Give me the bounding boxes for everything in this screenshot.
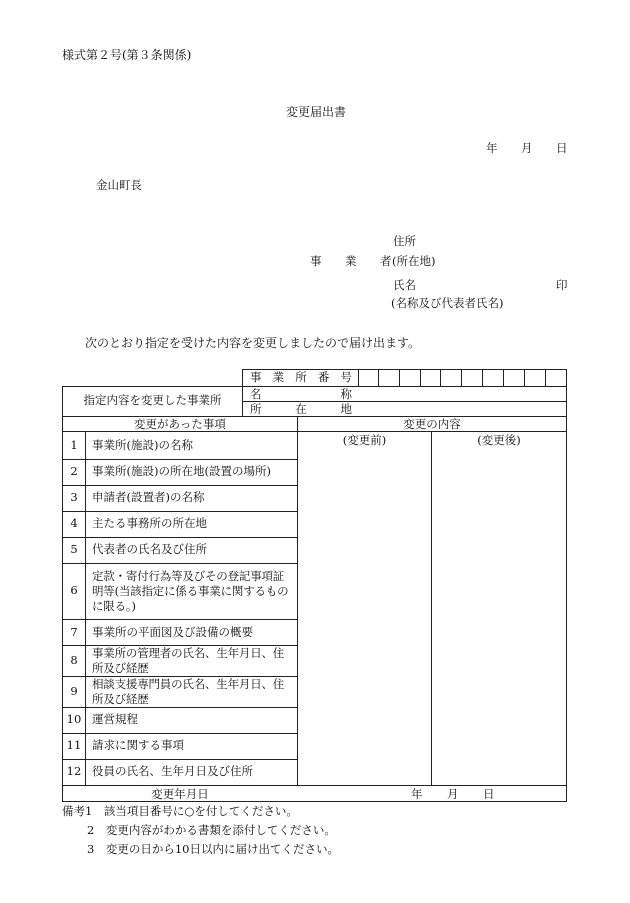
item-text: 主たる事務所の所在地 (92, 516, 207, 530)
table-line (440, 369, 441, 386)
role-char-2: 業 (345, 254, 357, 268)
note-2: 2 変更内容がわかる書類を添付してください。 (87, 823, 336, 837)
table-line (297, 416, 298, 786)
table-line (378, 369, 379, 386)
table-line (62, 563, 297, 564)
table-line (420, 369, 421, 386)
change-date-label: 変更年月日 (151, 787, 209, 801)
item-number: 8 (70, 653, 78, 667)
table-line (62, 801, 567, 802)
office-number-label: 事 業 所 番 号 (250, 370, 352, 384)
item-number: 6 (70, 583, 78, 597)
table-line (358, 369, 359, 386)
item-number: 11 (66, 738, 82, 752)
table-line (399, 369, 400, 386)
item-text: 代表者の氏名及び住所 (92, 542, 207, 556)
table-line (85, 431, 86, 786)
note-1: 備考1 該当項目番号に○を付してください。 (62, 804, 298, 818)
date-year-label: 年 (486, 141, 498, 155)
table-line (242, 401, 567, 402)
item-text: 事業所(施設)の所在地(設置の場所) (92, 464, 271, 478)
table-line (461, 369, 462, 386)
table-line (482, 369, 483, 386)
col-item-header: 変更があった事項 (134, 417, 226, 431)
changed-office-label: 指定内容を変更した事業所 (83, 393, 222, 407)
item-number: 9 (70, 684, 78, 698)
item-text: 役員の氏名、生年月日及び住所 (92, 764, 253, 778)
item-number: 5 (70, 542, 78, 556)
address-label: 住所 (393, 234, 416, 248)
item-text: 定款・寄付行為等及びその登記事項証明等(当該指定に係る事業に関するものに限る。) (92, 569, 289, 613)
table-line (62, 785, 567, 786)
item-number: 12 (66, 764, 82, 778)
table-line (62, 485, 297, 486)
role-char-1: 事 (310, 254, 322, 268)
table-line (62, 431, 567, 432)
item-text: 相談支援専門員の氏名、生年月日、住所及び経歴 (92, 677, 285, 706)
table-line (242, 369, 567, 370)
table-line (503, 369, 504, 386)
col-content-header: 変更の内容 (403, 417, 461, 431)
table-line (545, 369, 546, 386)
table-line (62, 733, 297, 734)
after-label: (変更後) (477, 433, 521, 447)
table-line (62, 537, 297, 538)
item-number: 4 (70, 516, 78, 530)
office-location-label: 所 在 地 (250, 402, 352, 416)
date-month-label: 月 (521, 141, 533, 155)
document-title: 変更届出書 (286, 105, 347, 119)
table-line (524, 369, 525, 386)
role-char-3: 者 (380, 254, 392, 268)
addressee: 金山町長 (96, 178, 142, 192)
item-number: 1 (70, 438, 78, 452)
table-line (566, 369, 567, 802)
item-text: 事業所の管理者の氏名、生年月日、住所及び経歴 (92, 646, 285, 675)
change-date-day: 日 (483, 787, 495, 801)
table-line (431, 431, 432, 786)
item-text: 運営規程 (92, 712, 138, 726)
date-day-label: 日 (556, 141, 568, 155)
item-number: 7 (70, 625, 78, 639)
office-name-label: 名 称 (250, 387, 352, 401)
item-number: 10 (66, 712, 82, 726)
table-line (62, 619, 297, 620)
table-line (62, 386, 567, 387)
item-text: 請求に関する事項 (92, 738, 184, 752)
change-date-month: 月 (447, 787, 459, 801)
item-text: 申請者(設置者)の名称 (92, 490, 205, 504)
table-line (62, 759, 297, 760)
item-text: 事業所(施設)の名称 (92, 438, 193, 452)
form-number-label: 様式第２号(第３条関係) (62, 48, 192, 62)
table-line (62, 459, 297, 460)
item-number: 2 (70, 464, 78, 478)
change-date-year: 年 (411, 787, 423, 801)
seal-mark: 印 (556, 278, 568, 292)
table-line (62, 707, 297, 708)
table-line (62, 511, 297, 512)
before-label: (変更前) (342, 433, 387, 447)
item-text: 事業所の平面図及び設備の概要 (92, 625, 253, 639)
intro-text: 次のとおり指定を受けた内容を変更しましたので届け出ます。 (85, 336, 421, 350)
table-line (242, 369, 243, 416)
name-label: 氏名 (393, 278, 416, 292)
role-suffix: (所在地) (392, 254, 436, 268)
note-3: 3 変更の日から10日以内に届け出てください。 (87, 842, 339, 856)
item-number: 3 (70, 490, 78, 504)
name-note: (名称及び代表者氏名) (391, 296, 504, 310)
